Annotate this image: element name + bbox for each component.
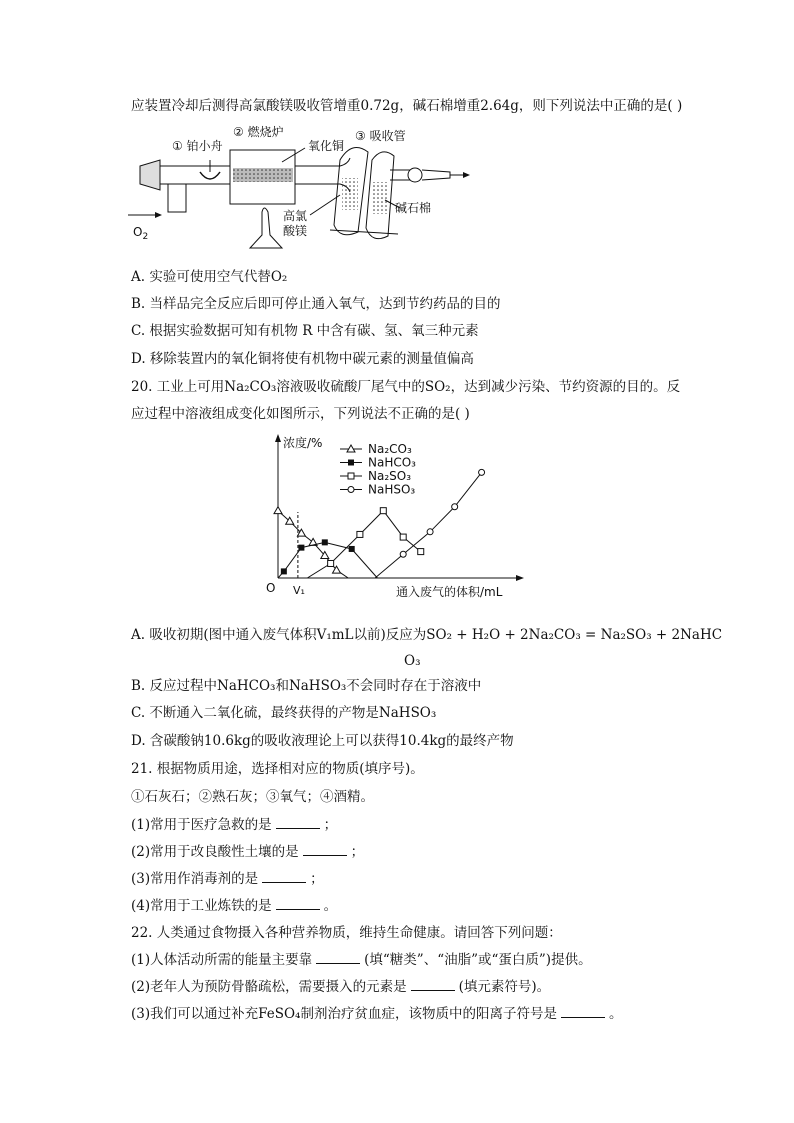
q22-item-2: (2)老年人为预防骨骼疏松，需要摄入的元素是 (填元素符号)。 — [131, 979, 551, 995]
legend-label: Na₂SO₃ — [368, 469, 412, 483]
data-point — [400, 534, 406, 540]
question-19-stem-tail: 应装置冷却后测得高氯酸镁吸收管增重0.72g，碱石棉增重2.64g，则下列说法中正确的是( ) — [131, 98, 683, 114]
platinum-boat-label: ① 铂小舟 — [172, 139, 223, 153]
q19-option-b: B. 当样品完全反应后即可停止通入氧气，达到节约药品的目的 — [131, 296, 501, 312]
data-point — [357, 531, 363, 537]
combustion-tube — [160, 166, 230, 184]
data-point — [380, 508, 386, 514]
legend-label: Na₂CO₃ — [368, 442, 412, 456]
q20-option-a: A. 吸收初期(图中通入废气体积V₁mL以前)反应为SO₂ + H₂O + 2Na₂CO₃ = Na₂SO₃ + 2NaHC — [131, 627, 723, 643]
answer-blank[interactable] — [276, 897, 320, 910]
absorption-tube-label: ③ 吸收管 — [355, 129, 406, 143]
q20-stem-line-1: 20. 工业上可用Na₂CO₃溶液吸收硫酸厂尾气中的SO₂，达到减少污染、节约资源的目的。反 — [131, 379, 681, 395]
legend-label: NaHSO₃ — [368, 482, 416, 497]
q22-item-1: (1)人体活动所需的能量主要靠 (填“糖类”、“油脂”或“蛋白质”)提供。 — [131, 952, 592, 968]
origin-label: O — [266, 581, 276, 595]
data-point — [281, 568, 287, 574]
legend-marker — [348, 487, 354, 493]
q19-option-a: A. 实验可使用空气代替O₂ — [131, 269, 288, 285]
data-point — [452, 504, 458, 510]
answer-blank[interactable] — [561, 1005, 605, 1018]
x-axis-arrow — [516, 575, 524, 581]
answer-blank[interactable] — [411, 978, 455, 991]
concentration-chart — [0, 428, 794, 608]
series-0 — [274, 507, 348, 578]
legend-marker — [348, 460, 354, 466]
data-point — [479, 469, 485, 475]
furnace-label: ② 燃烧炉 — [233, 125, 284, 139]
q20-option-b: B. 反应过程中NaHCO₃和NaHSO₃不会同时存在于溶液中 — [131, 678, 482, 694]
perchlorate-label-2: 酸镁 — [283, 224, 308, 238]
soda-asbestos-label: 碱石棉 — [395, 201, 432, 215]
answer-blank[interactable] — [303, 843, 347, 856]
legend-label: NaHCO₃ — [368, 455, 416, 470]
legend-marker — [348, 473, 354, 479]
q21-item-4: (4)常用于工业炼铁的是 。 — [131, 898, 338, 914]
answer-blank[interactable] — [316, 951, 360, 964]
q22-item-3: (3)我们可以通过补充FeSO₄制剂治疗贫血症，该物质中的阳离子符号是 。 — [131, 1006, 623, 1022]
data-point — [328, 560, 334, 566]
platinum-boat — [200, 172, 220, 179]
data-point — [427, 529, 433, 535]
q21-item-3: (3)常用作消毒剂的是 ； — [131, 871, 324, 887]
data-point — [418, 549, 424, 555]
q21-item-1: (1)常用于医疗急救的是 ； — [131, 817, 338, 833]
q21-stem: 21. 根据物质用途，选择相对应的物质(填序号)。 — [131, 761, 424, 777]
q21-choice-list: ①石灰石；②熟石灰；③氧气；④酒精。 — [131, 789, 374, 805]
data-point — [298, 545, 304, 551]
data-point — [274, 507, 282, 514]
x-axis-label: 通入废气的体积/mL — [396, 585, 503, 599]
q19-option-c: C. 根据实验数据可知有机物 R 中含有碳、氢、氧三种元素 — [131, 323, 479, 339]
perchlorate-label-1: 高氯 — [283, 209, 308, 223]
copper-oxide-label: 氧化铜 — [308, 139, 345, 153]
answer-blank[interactable] — [262, 870, 306, 883]
data-point — [322, 539, 328, 545]
y-axis-arrow — [275, 434, 281, 442]
oxygen-inlet-pipe — [168, 184, 186, 212]
burner — [250, 208, 282, 248]
y-axis-label: 浓度/% — [283, 436, 323, 450]
q22-stem: 22. 人类通过食物摄入各种营养物质，维持生命健康。请回答下列问题： — [131, 925, 562, 941]
oxygen-label: $O_2$ — [133, 225, 149, 242]
q20-stem-line-2: 应过程中溶液组成变化如图所示，下列说法不正确的是( ) — [131, 406, 470, 422]
q20-option-c: C. 不断通入二氧化硫，最终获得的产物是NaHSO₃ — [131, 705, 437, 721]
inlet-nozzle — [140, 160, 160, 190]
q20-option-d: D. 含碳酸钠10.6kg的吸收液理论上可以获得10.4kg的最终产物 — [131, 733, 514, 749]
data-point — [349, 546, 355, 552]
answer-blank[interactable] — [276, 816, 320, 829]
q19-option-d: D. 移除装置内的氧化铜将使有机物中碳元素的测量值偏高 — [131, 351, 474, 367]
apparatus-diagram — [0, 118, 794, 253]
v1-label: V₁ — [293, 584, 305, 597]
q20-option-a-wrap: O₃ — [404, 653, 421, 669]
q21-item-2: (2)常用于改良酸性土壤的是 ； — [131, 844, 365, 860]
data-point — [400, 551, 406, 557]
